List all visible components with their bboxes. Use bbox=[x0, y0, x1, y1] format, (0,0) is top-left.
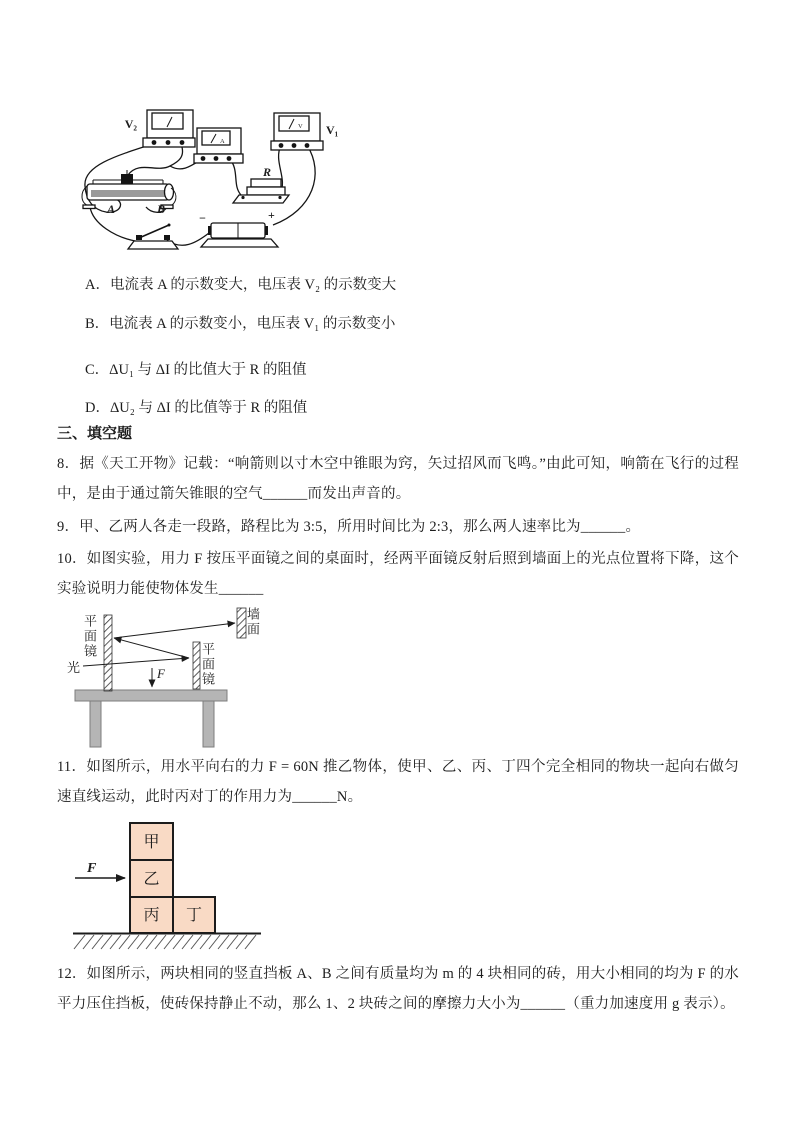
question-8: 8．据《天工开物》记载：“响箭则以寸木空中锥眼为窍，矢过招风而飞鸣。”由此可知，响箭在飞行的过程中，是由于通过箭矢锥眼的空气______而发出声音的。 bbox=[57, 456, 739, 502]
ground-hatching bbox=[74, 935, 256, 949]
circuit-figure bbox=[75, 100, 345, 263]
battery-minus-label: − bbox=[199, 211, 206, 225]
force-arrow bbox=[75, 861, 125, 878]
question-12: 12．如图所示，两块相同的竖直挡板 A、B 之间有质量均为 m 的 4 块相同的砖，用大小相同的均为 F 的水平力压住挡板，使砖保持静止不动，那么 1、2 块砖之间的摩擦力大小为______（重力加速度用 g 表示）。 bbox=[57, 966, 739, 1012]
battery-plus-label: + bbox=[268, 208, 275, 222]
option-a: A．电流表 A 的示数变大，电压表 V₂ 的示数变大 bbox=[85, 277, 397, 293]
wall-label: 墙面 bbox=[245, 607, 260, 637]
block-yi-label: 乙 bbox=[143, 871, 160, 888]
blocks-figure bbox=[73, 822, 263, 952]
v1-label: V₁ bbox=[326, 123, 339, 137]
voltmeter-v1 bbox=[271, 113, 339, 150]
mirror-figure bbox=[63, 602, 268, 752]
question-9: 9．甲、乙两人各走一段路，路程比为 3:5，所用时间比为 2:3，那么两人速率比为______。 bbox=[57, 519, 641, 535]
rheostat bbox=[82, 170, 176, 216]
light-label: 光 bbox=[67, 660, 81, 675]
voltmeter-v2 bbox=[125, 110, 195, 147]
block-jia-label: 甲 bbox=[143, 834, 160, 851]
battery bbox=[199, 208, 278, 247]
blocks bbox=[130, 823, 215, 933]
v2-label: V₂ bbox=[124, 117, 137, 131]
ground bbox=[73, 934, 261, 950]
ammeter bbox=[194, 128, 243, 163]
left-mirror-label: 平面镜 bbox=[82, 614, 97, 659]
resistor-label: R bbox=[262, 165, 272, 179]
ammeter-screen-label: A bbox=[220, 138, 225, 145]
force-label: F bbox=[157, 666, 165, 681]
left-mirror bbox=[104, 615, 112, 691]
switch bbox=[128, 224, 178, 250]
option-b: B．电流表 A 的示数变小，电压表 V₁ 的示数变小 bbox=[85, 316, 396, 332]
circuit-figure-svg bbox=[75, 100, 345, 263]
voltmeter-screen-label: V bbox=[298, 123, 303, 130]
section-title: 三、填空题 bbox=[57, 426, 133, 442]
block-ding-label: 丁 bbox=[185, 907, 203, 924]
rheostat-b-label: B bbox=[157, 202, 166, 216]
force-arrow bbox=[152, 666, 166, 687]
block-bing-label: 丙 bbox=[143, 907, 160, 924]
question-10: 10．如图实验，用力 F 按压平面镜之间的桌面时，经两平面镜反射后照到墙面上的光点位置将下降，这个实验说明力能使物体发生______ bbox=[57, 551, 739, 597]
question-11: 11．如图所示，用水平向右的力 F = 60N 推乙物体，使甲、乙、丙、丁四个完全相同的物块一起向右做匀速直线运动，此时丙对丁的作用力为______N。 bbox=[57, 759, 739, 805]
rheostat-a-label: A bbox=[107, 202, 116, 216]
option-c: C．ΔU₁ 与 ΔI 的比值大于 R 的阻值 bbox=[85, 362, 307, 378]
right-mirror bbox=[193, 642, 200, 689]
force-label: F bbox=[87, 861, 97, 876]
right-mirror-label: 平面镜 bbox=[200, 642, 215, 687]
option-d: D．ΔU₂ 与 ΔI 的比值等于 R 的阻值 bbox=[85, 400, 308, 416]
table bbox=[75, 690, 227, 747]
blocks-figure-svg bbox=[73, 822, 263, 952]
